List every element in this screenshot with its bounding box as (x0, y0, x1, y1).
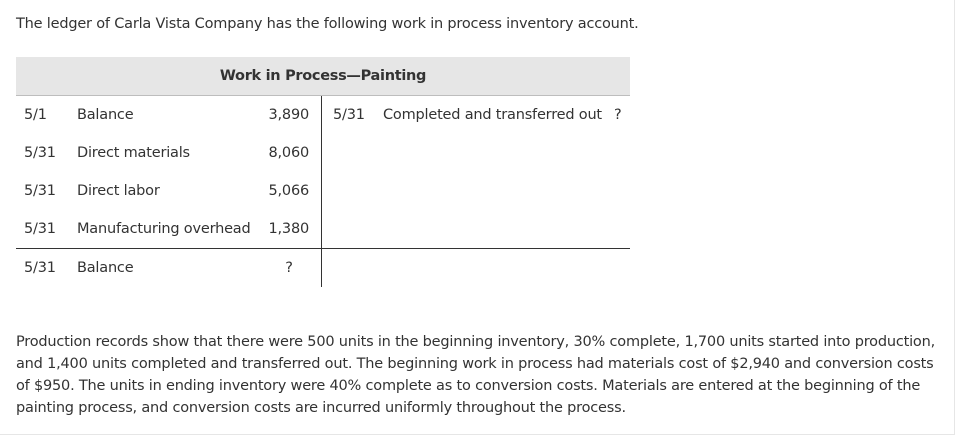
ending-description: Balance (77, 260, 134, 276)
ledger-row-ending-balance (16, 258, 321, 278)
credit-description: Completed and transferred out (383, 107, 602, 123)
ending-amount: ? (285, 260, 293, 276)
debit-description: Manufacturing overhead (77, 221, 251, 237)
production-records-paragraph: Production records show that there were 500 units in the beginning inventory, 30% complete, 1,700 units started into production, and 1,400 units completed and transferred out. The beginning work in process had materials cost of $2,940 and conversion costs of $950. The units in ending inventory were 40% complete as to conversion costs. Materials are entered at the beginning of the painting process, and conversion costs are incurred uniformly throughout the process. (16, 334, 935, 416)
debit-amount: 5,066 (268, 183, 309, 199)
ledger-row (16, 105, 630, 125)
debit-description: Direct labor (77, 183, 160, 199)
ledger-row (16, 219, 321, 239)
debit-amount: 3,890 (268, 107, 309, 123)
debit-amount: 1,380 (268, 221, 309, 237)
intro-text: The ledger of Carla Vista Company has the following work in process inventory account. (16, 16, 639, 32)
debit-amount: 8,060 (268, 145, 309, 161)
debit-date: 5/31 (24, 183, 56, 199)
debit-date: 5/1 (24, 107, 47, 123)
ledger-row (16, 143, 321, 163)
debit-description: Direct materials (77, 145, 190, 161)
debit-date: 5/31 (24, 221, 56, 237)
debit-description: Balance (77, 107, 134, 123)
t-account-header (16, 57, 630, 96)
credit-date: 5/31 (333, 107, 365, 123)
account-title: Work in Process—Painting (219, 68, 427, 84)
ending-date: 5/31 (24, 260, 56, 276)
t-account-total-line (16, 248, 630, 249)
ledger-row (16, 181, 321, 201)
t-account (16, 57, 630, 287)
credit-amount: ? (614, 107, 622, 123)
debit-date: 5/31 (24, 145, 56, 161)
